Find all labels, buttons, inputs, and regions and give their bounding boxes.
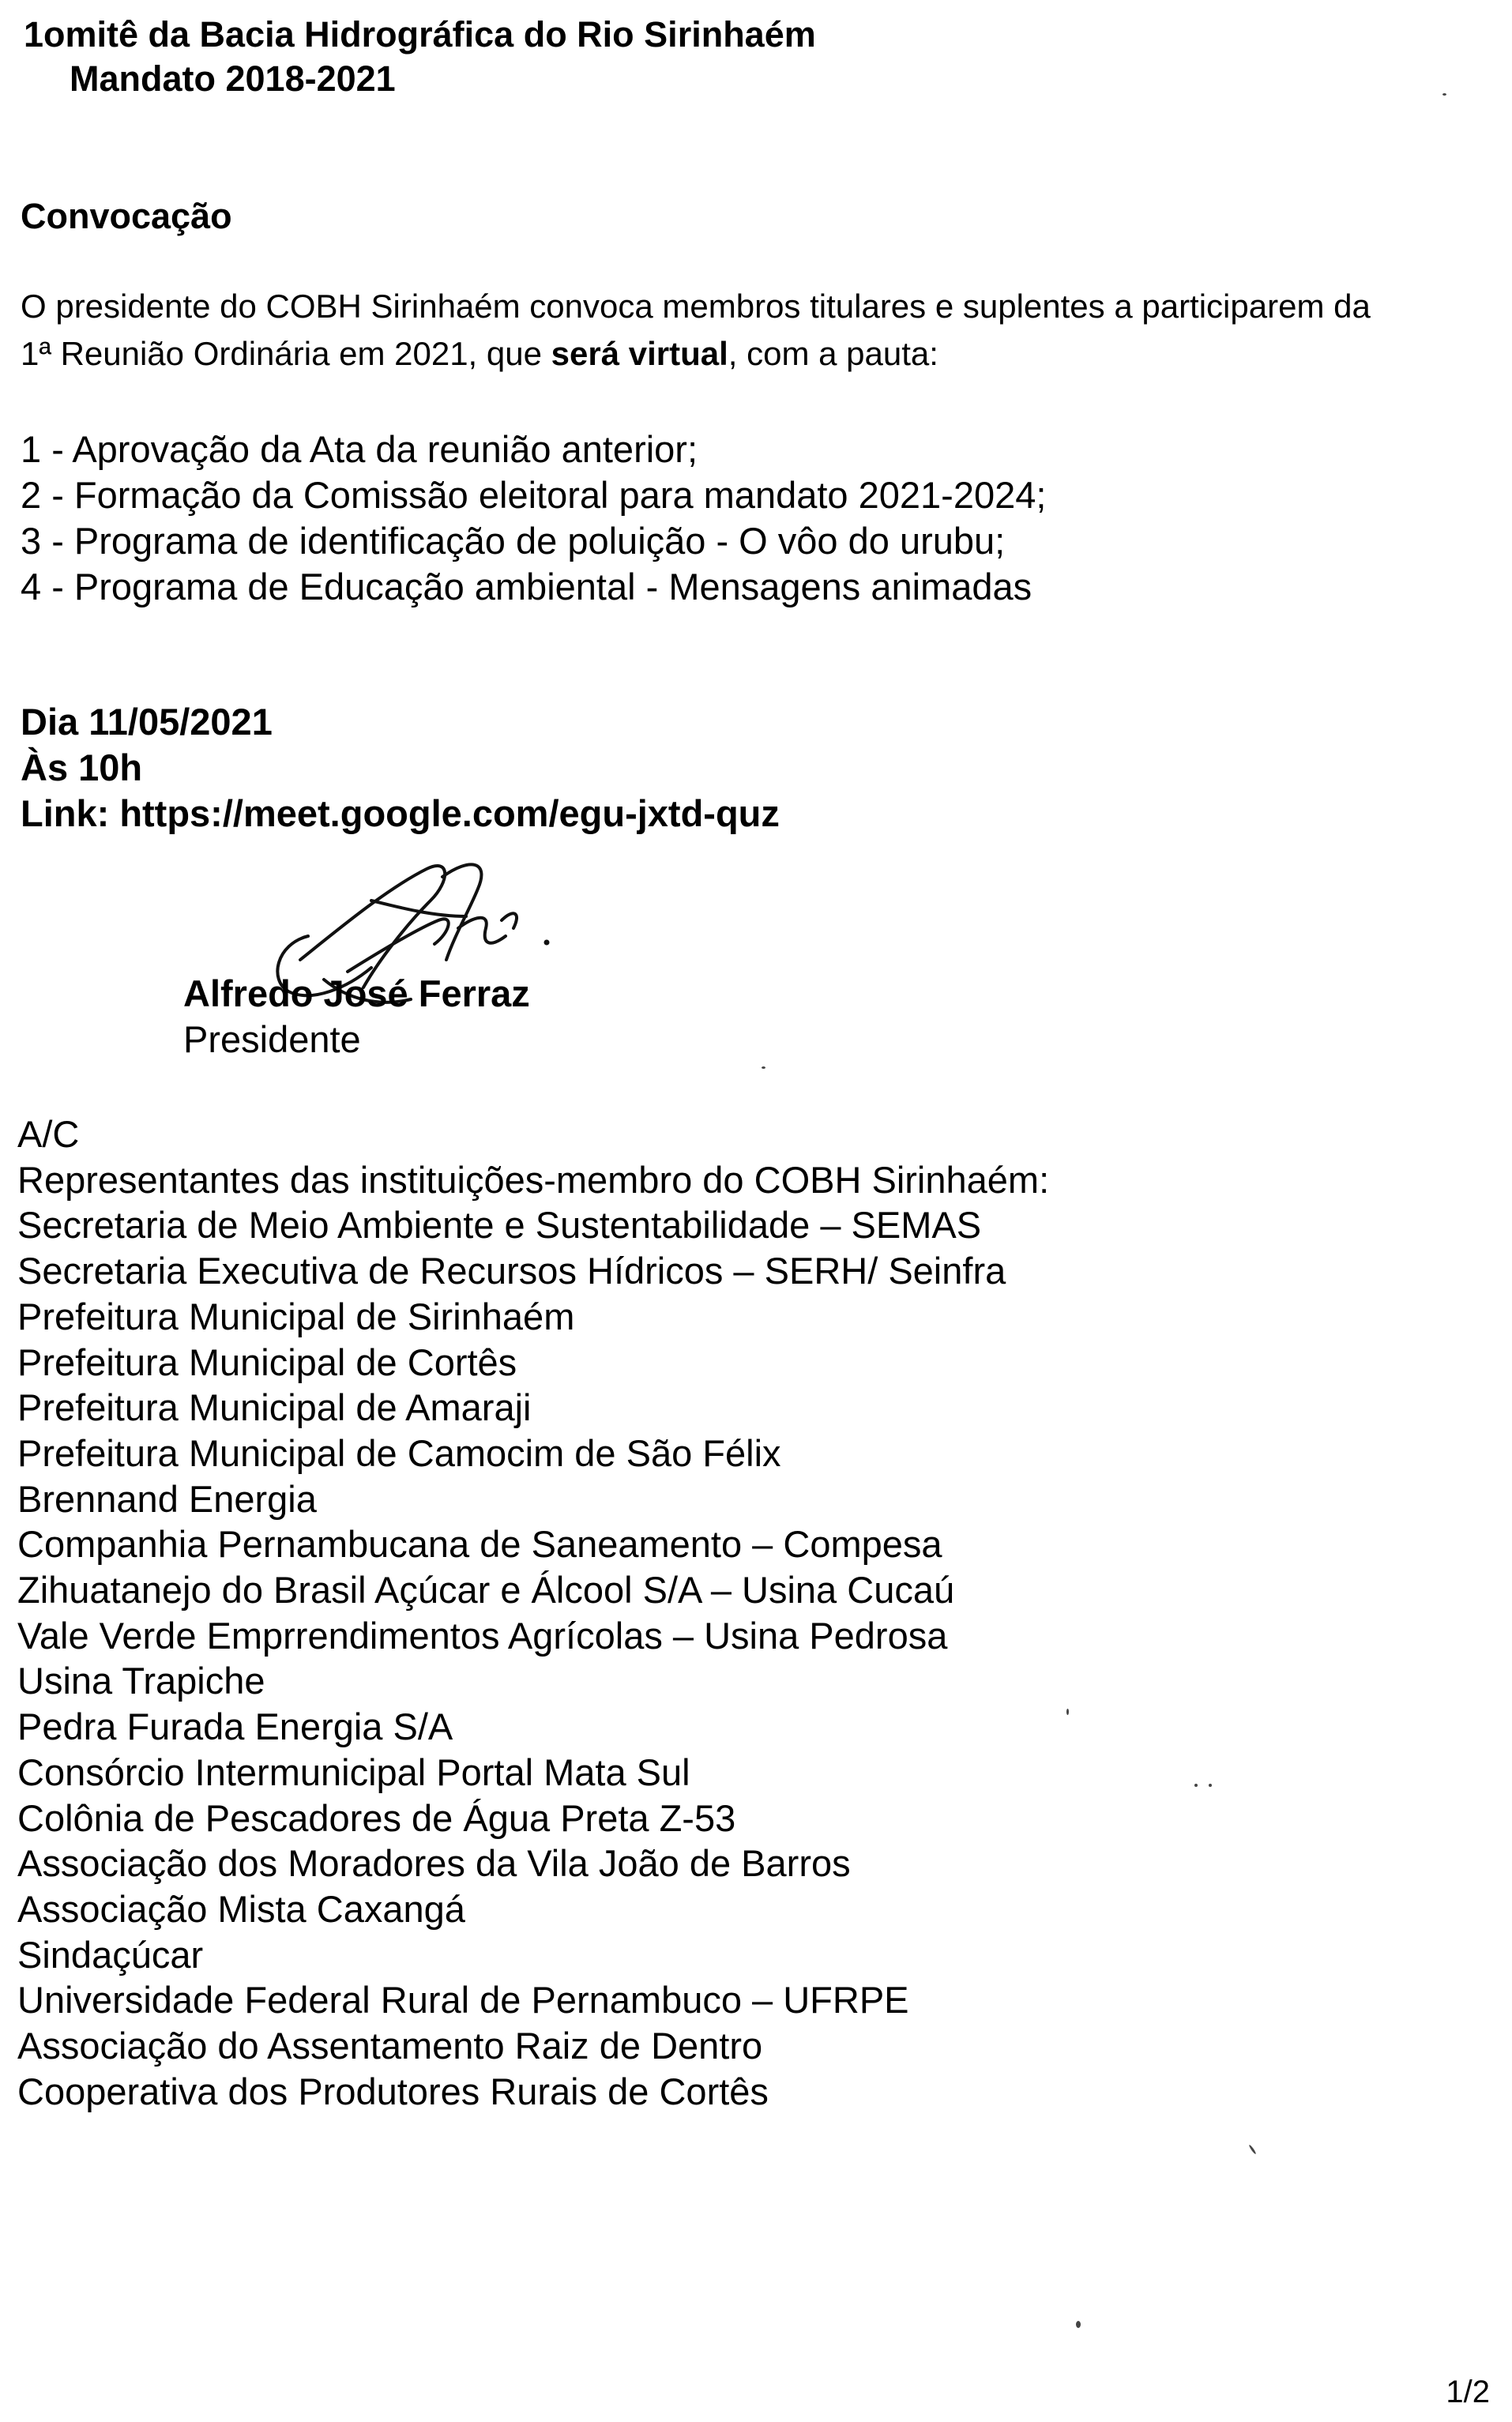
meeting-date: Dia 11/05/2021	[21, 701, 273, 743]
signatory-role: Presidente	[183, 1018, 361, 1060]
signatory-name: Alfredo José Ferraz	[183, 972, 530, 1014]
meeting-link: Link: https://meet.google.com/egu-jxtd-quz	[21, 792, 780, 834]
scan-speck	[762, 1066, 765, 1069]
recipient-item: Associação dos Moradores da Vila João de Barros	[17, 1842, 851, 1885]
recipient-item: Prefeitura Municipal de Sirinhaém	[17, 1295, 575, 1337]
recipient-item: Pedra Furada Energia S/A	[17, 1706, 453, 1748]
scan-speck	[1248, 2144, 1256, 2154]
scan-speck	[1076, 2321, 1081, 2328]
scan-speck	[1066, 1709, 1069, 1715]
recipient-item: Prefeitura Municipal de Camocim de São Félix	[17, 1431, 781, 1474]
recipient-item: Zihuatanejo do Brasil Açúcar e Álcool S/A – Usina Cucaú	[17, 1569, 955, 1612]
recipient-item: Vale Verde Emprrendimentos Agrícolas – Usina Pedrosa	[17, 1614, 948, 1657]
recipient-item: Secretaria de Meio Ambiente e Sustentabilidade – SEMAS	[17, 1204, 982, 1247]
recipient-item: Sindaçúcar	[17, 1933, 204, 1976]
agenda-item: 2 - Formação da Comissão eleitoral para mandato 2021-2024;	[21, 474, 1047, 516]
intro-line-1: O presidente do COBH Sirinhaém convoca membros titulares e suplentes a participarem da	[21, 288, 1371, 325]
recipient-item: Prefeitura Municipal de Cortês	[17, 1341, 517, 1383]
header-mandate: Mandato 2018-2021	[70, 58, 396, 99]
recipient-item: Brennand Energia	[17, 1477, 317, 1520]
agenda-item: 4 - Programa de Educação ambiental - Mensagens animadas	[21, 566, 1032, 607]
recipient-item: Universidade Federal Rural de Pernambuco – UFRPE	[17, 1979, 909, 2021]
intro-line-2: 1ª Reunião Ordinária em 2021, que será virtual, com a pauta:	[21, 335, 938, 372]
scan-speck	[1442, 93, 1446, 96]
recipient-item: Cooperativa dos Produtores Rurais de Cortês	[17, 2070, 769, 2112]
recipient-item: Colônia de Pescadores de Água Preta Z-53	[17, 1796, 736, 1839]
scan-speck	[1194, 1784, 1198, 1787]
recipient-item: Associação Mista Caxangá	[17, 1887, 465, 1930]
recipients-ac: A/C	[17, 1113, 80, 1155]
recipient-item: Consórcio Intermunicipal Portal Mata Sul	[17, 1751, 690, 1793]
recipients-list	[17, 1111, 1049, 2114]
recipient-item: Usina Trapiche	[17, 1660, 265, 1702]
agenda-item: 3 - Programa de identificação de poluição - O vôo do urubu;	[21, 520, 1006, 562]
intro-emphasis: será virtual	[551, 335, 728, 372]
meeting-time: Às 10h	[21, 747, 143, 788]
recipient-item: Associação do Assentamento Raiz de Dentro	[17, 2025, 763, 2067]
page-number: 1/2	[1446, 2375, 1490, 2409]
header-committee-name: 1omitê da Bacia Hidrográfica do Rio Sirinhaém	[24, 14, 816, 55]
recipient-item: Prefeitura Municipal de Amaraji	[17, 1386, 532, 1429]
agenda-item: 1 - Aprovação da Ata da reunião anterior;	[21, 428, 698, 470]
recipient-item: Secretaria Executiva de Recursos Hídricos – SERH/ Seinfra	[17, 1250, 1006, 1292]
recipient-item: Companhia Pernambucana de Saneamento – Compesa	[17, 1523, 942, 1566]
document-title: Convocação	[21, 196, 232, 236]
recipients-intro: Representantes das instituições-membro do COBH Sirinhaém:	[17, 1158, 1050, 1201]
scan-speck	[1209, 1784, 1212, 1787]
